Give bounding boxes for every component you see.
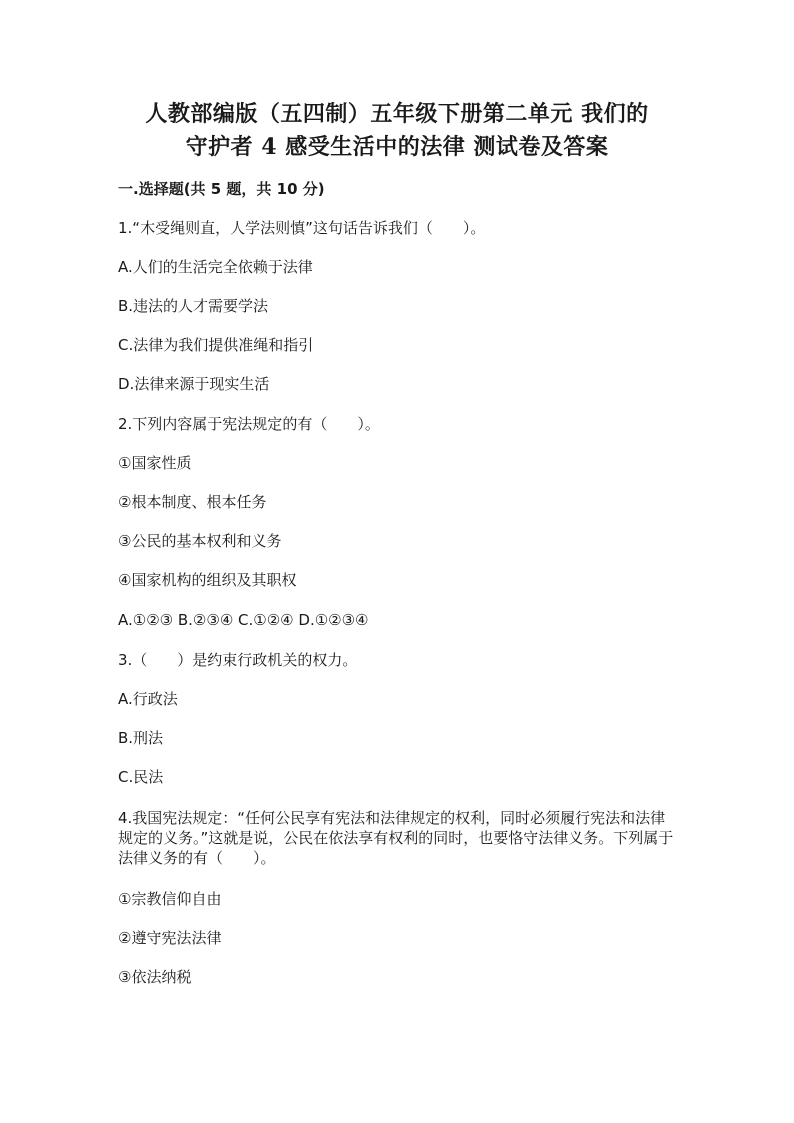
question-3-option-a: A.行政法 xyxy=(118,690,178,708)
document-title-line-2: 守护者 4 感受生活中的法律 测试卷及答案 xyxy=(185,134,609,160)
question-3-stem: 3.（ ）是约束行政机关的权力。 xyxy=(118,651,358,669)
question-4-item-2: ②遵守宪法法律 xyxy=(118,929,222,947)
question-3-option-b: B.刑法 xyxy=(118,729,164,747)
question-1-option-b: B.违法的人才需要学法 xyxy=(118,297,269,315)
question-2-item-3: ③公民的基本权利和义务 xyxy=(118,532,282,550)
section-heading: 一.选择题(共 5 题，共 10 分) xyxy=(118,180,325,198)
question-1-stem: 1.“木受绳则直，人学法则慎”这句话告诉我们（ ）。 xyxy=(118,219,486,237)
question-1-option-d: D.法律来源于现实生活 xyxy=(118,375,270,393)
document-title-line-1: 人教部编版（五四制）五年级下册第二单元 我们的 xyxy=(145,101,649,127)
question-4-stem: 4.我国宪法规定：“任何公民享有宪法和法律规定的权利，同时必须履行宪法和法律规定的义务。”这就是说，公民在依法享有权利的同时，也要恪守法律义务。下列属于法律义务的有（ ）。 xyxy=(118,809,674,867)
question-1-option-a: A.人们的生活完全依赖于法律 xyxy=(118,258,313,276)
question-2-item-2: ②根本制度、根本任务 xyxy=(118,493,267,511)
question-2-item-1: ①国家性质 xyxy=(118,454,192,472)
question-3-option-c: C.民法 xyxy=(118,768,164,786)
question-2-stem: 2.下列内容属于宪法规定的有（ ）。 xyxy=(118,415,380,433)
question-1-option-c: C.法律为我们提供准绳和指引 xyxy=(118,336,314,354)
question-2-item-4: ④国家机构的组织及其职权 xyxy=(118,571,297,589)
question-2-options: A.①②③ B.②③④ C.①②④ D.①②③④ xyxy=(118,611,369,629)
question-4-item-1: ①宗教信仰自由 xyxy=(118,890,222,908)
question-4-item-3: ③依法纳税 xyxy=(118,968,192,986)
